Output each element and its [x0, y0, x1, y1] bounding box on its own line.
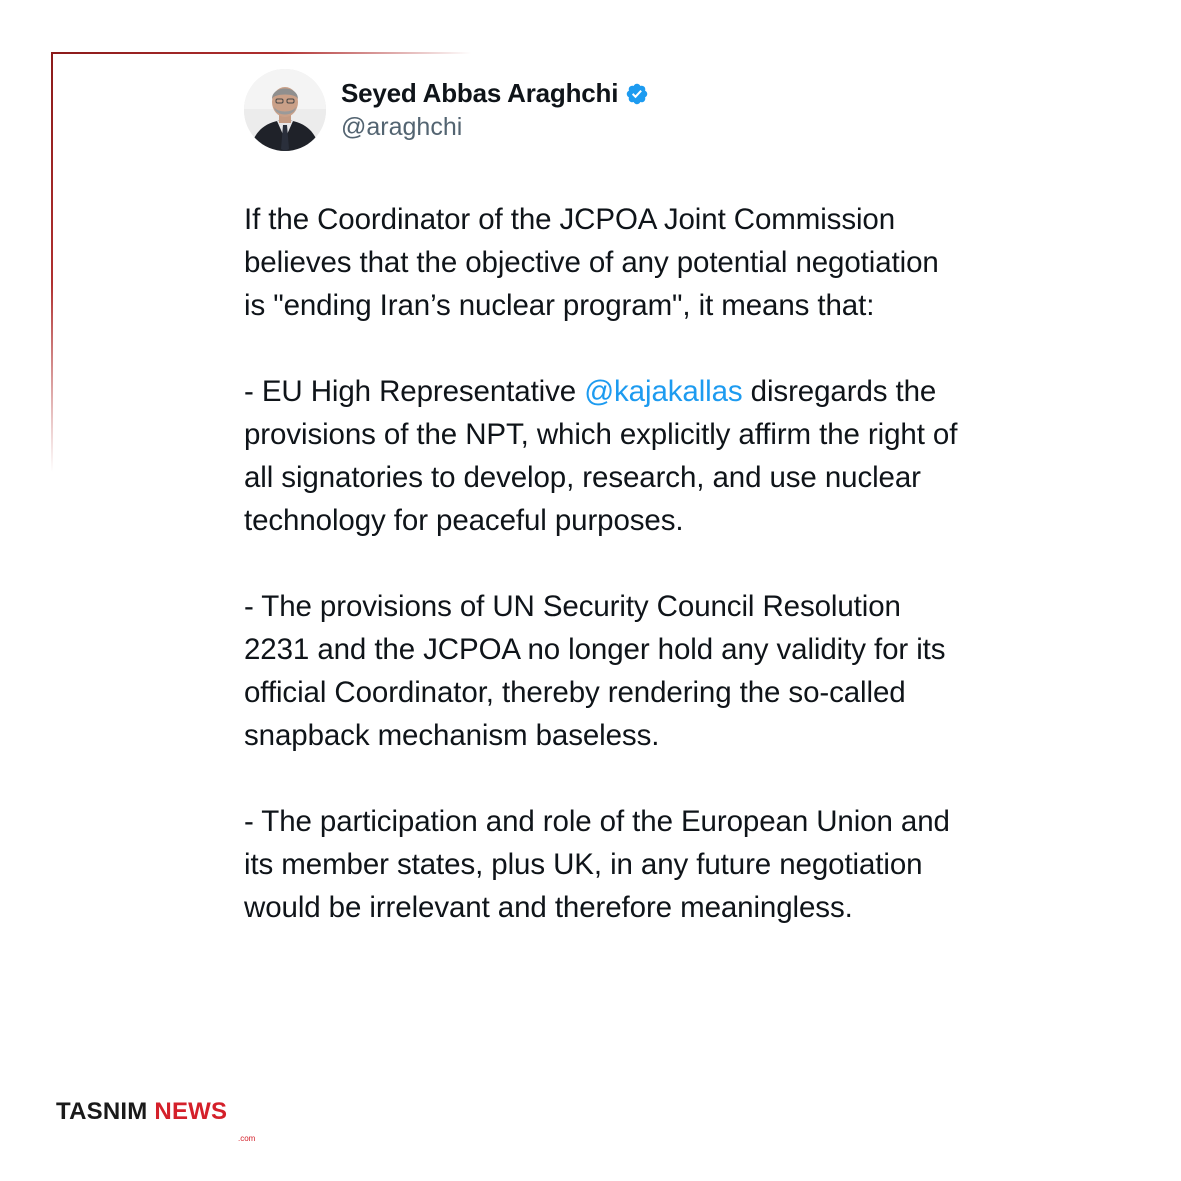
logo-suffix: .com [238, 1134, 256, 1143]
paragraph-text: - The provisions of UN Security Council Resolution 2231 and the JCPOA no longer hold any validity for its official Coordinator, thereby rendering the so-called snapback mechanism baseless. [244, 590, 946, 752]
paragraph-text: If the Coordinator of the JCPOA Joint Commission believes that the objective of any potential negotiation is "ending Iran’s nuclear program", it means that: [244, 203, 939, 322]
verified-badge-icon [625, 82, 649, 106]
frame-left-border [51, 52, 53, 472]
tweet-body [244, 198, 964, 929]
avatar[interactable] [244, 69, 326, 151]
tweet-paragraph-3 [244, 585, 964, 757]
tweet-card [244, 68, 964, 929]
author-names [341, 78, 649, 142]
profile-photo [244, 69, 326, 151]
tweet-paragraph-2 [244, 370, 964, 542]
tweet-header [244, 68, 964, 152]
frame-top-border [51, 52, 471, 54]
mention-link[interactable]: @kajakallas [584, 375, 743, 408]
author-handle[interactable]: @araghchi [341, 113, 463, 141]
logo-part-2: NEWS [154, 1098, 228, 1125]
tweet-paragraph-1 [244, 198, 964, 327]
author-display-name[interactable]: Seyed Abbas Araghchi [341, 78, 619, 108]
paragraph-text: disregards the provisions of the NPT, which explicitly affirm the right of all signatories to develop, research, and use nuclear technology for peaceful purposes. [244, 375, 958, 537]
tasnim-news-logo [56, 1098, 256, 1143]
tweet-paragraph-4 [244, 800, 964, 929]
paragraph-text: - The participation and role of the European Union and its member states, plus UK, in any future negotiation would be irrelevant and therefore meaningless. [244, 805, 950, 924]
paragraph-text: - EU High Representative [244, 375, 585, 408]
logo-part-1: TASNIM [56, 1098, 148, 1125]
name-row [341, 78, 649, 109]
